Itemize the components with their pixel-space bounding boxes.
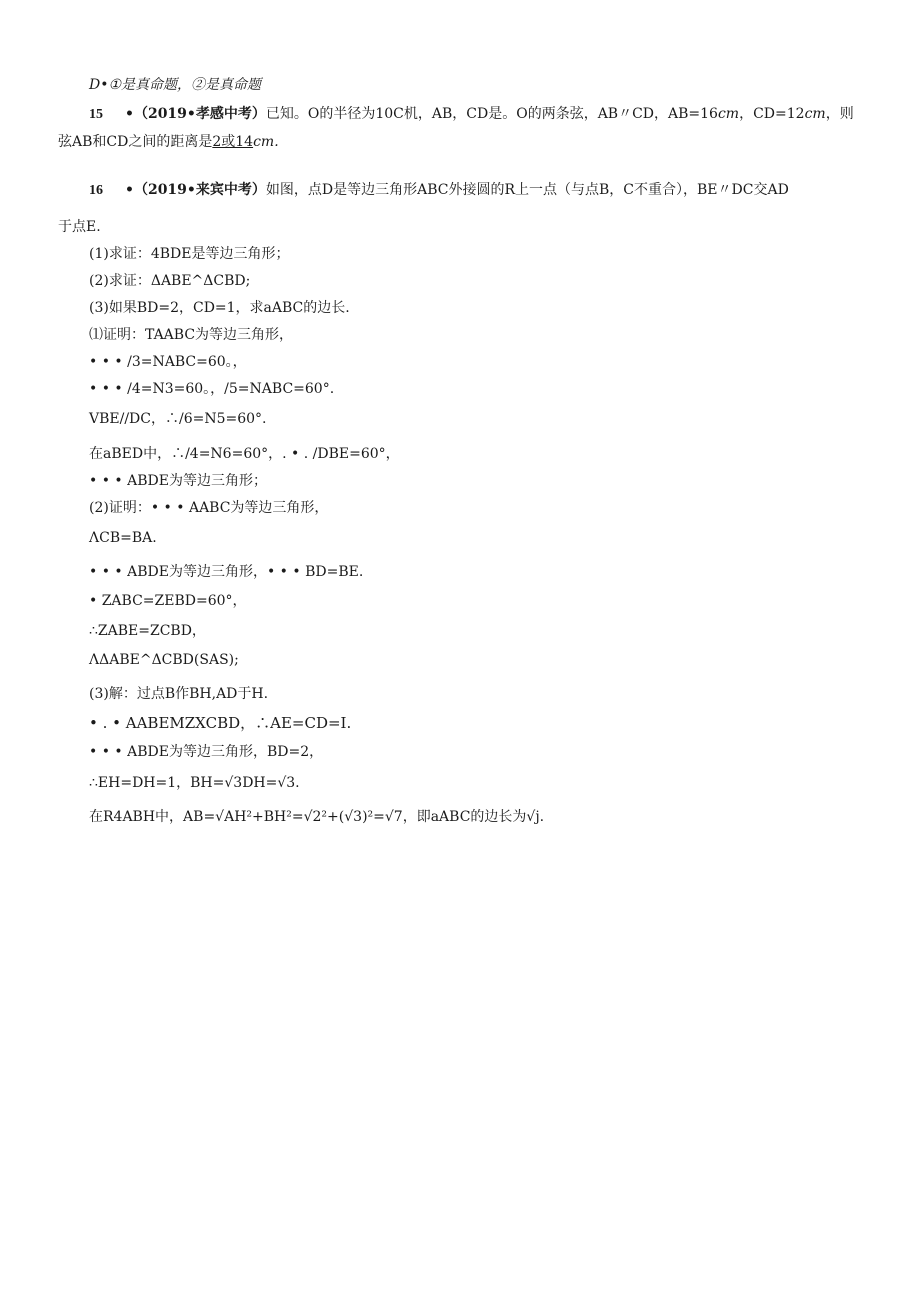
q16-part-3: (3)如果BD=2，CD=1，求aABC的边长. — [89, 300, 350, 316]
solution-line-6: • • • ABDE为等边三角形； — [89, 473, 267, 489]
solution-line-4: VBE//DC，∴/6=N5=60°. — [89, 411, 267, 427]
solution-line-16: ∴EH=DH=1，BH=√3DH=√3. — [89, 775, 300, 791]
q14-option-d-text: D•①是真命题，②是真命题 — [89, 77, 262, 93]
q15-line-2-prefix: 弦AB和CD之间的距离是 — [58, 134, 213, 150]
q16-line-1 — [89, 181, 789, 200]
q15-text-1: 已知。O的半径为10C机，AB，CD是。O的两条弦，AB〃CD，AB=16 — [265, 106, 718, 122]
q15-unit-1: cm — [717, 106, 740, 122]
q15-answer: 2或14 — [212, 134, 254, 150]
solution-line-15: • • • ABDE为等边三角形，BD=2， — [89, 744, 324, 760]
q15-text-3: ，则 — [825, 106, 854, 122]
solution-line-8: ΛCB=BA. — [89, 530, 157, 546]
q14-option-d — [89, 76, 261, 94]
solution-line-7: (2)证明：• • • AABC为等边三角形， — [89, 500, 329, 516]
q15-text-2: ，CD=12 — [739, 106, 805, 122]
solution-line-17: 在R4ABH中，AB=√AH²+BH²=√2²+(√3)²=√7，即aABC的边长为√j. — [89, 809, 545, 825]
solution-line-11: ∴ZABE=ZCBD， — [89, 623, 206, 639]
solution-line-9: • • • ABDE为等边三角形，• • • BD=BE. — [89, 564, 364, 580]
q16-part-1: (1)求证：4BDE是等边三角形； — [89, 246, 290, 262]
q15-line-2 — [58, 133, 279, 151]
solution-line-1: ⑴证明：TAABC为等边三角形， — [89, 327, 294, 343]
q15-answer-unit: cm. — [253, 134, 279, 150]
q16-part-2: (2)求证：ΔABE^ΔCBD; — [89, 273, 251, 289]
q16-number: 16 — [89, 183, 103, 198]
q16-source: •（2019•来宾中考） — [125, 182, 266, 198]
solution-line-10: • ZABC=ZEBD=60°， — [89, 593, 247, 609]
q15-number: 15 — [89, 107, 103, 122]
solution-line-3: • • • /4=N3=60。，/5=NABC=60°. — [89, 381, 335, 397]
q15-unit-2: cm — [804, 106, 826, 122]
solution-line-13: (3)解：过点B作BH,AD于H. — [89, 686, 269, 702]
q15-line-1 — [89, 105, 854, 124]
q16-line-2-text: 于点E. — [58, 219, 101, 235]
q16-line-2 — [58, 218, 101, 236]
q15-source: •（2019•孝感中考） — [125, 106, 266, 122]
solution-line-14: • . • AABEMZXCBD，∴AE=CD=I. — [89, 714, 352, 732]
solution-line-12: ΛΔABE^ΔCBD(SAS); — [89, 652, 239, 668]
solution-line-5: 在aBED中，∴/4=N6=60°，. • . /DBE=60°， — [89, 446, 400, 462]
solution-line-2: • • • /3=NABC=60。， — [89, 354, 247, 370]
q16-text-1: 如图，点D是等边三角形ABC外接圆的R上一点（与点B，C不重合），BE〃DC交AD — [265, 182, 789, 198]
